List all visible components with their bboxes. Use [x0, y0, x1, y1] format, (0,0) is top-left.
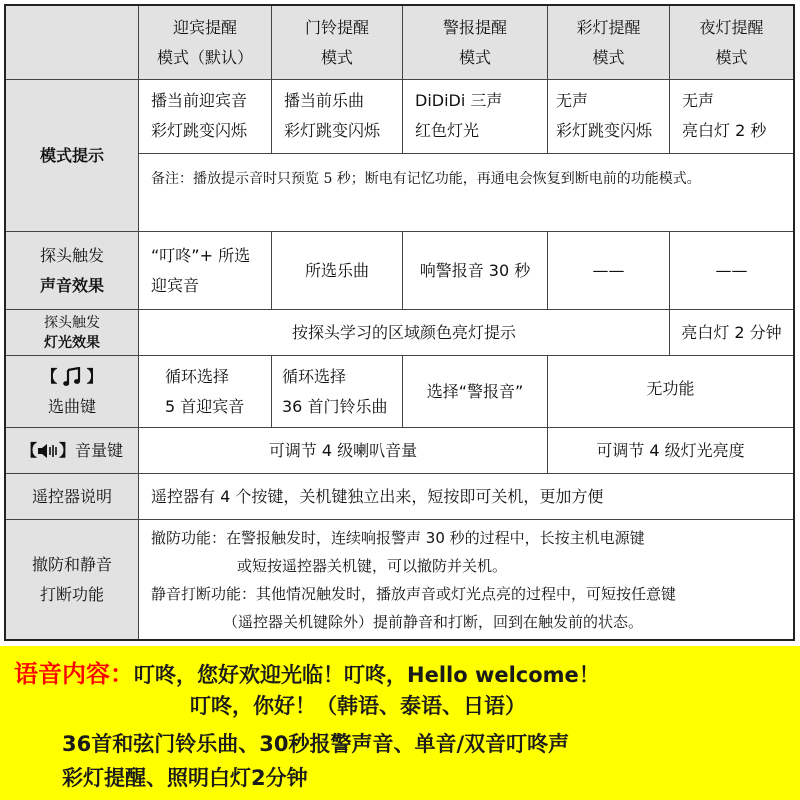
- voice-content-banner: [0, 646, 800, 800]
- header-colorlight-line2: 模式: [592, 47, 625, 67]
- light-effect-main-text: 按探头学习的区域颜色亮灯提示: [291, 322, 516, 342]
- banner-line3: 36首和弦门铃乐曲、30秒报警声音、单音/双音叮咚声: [62, 732, 570, 756]
- song-key-bracket-right: 】: [86, 366, 103, 386]
- sound-effect-label-line2: 声音效果: [39, 275, 104, 295]
- mode-tip-colorlight-line2: 彩灯跳变闪烁: [556, 121, 653, 140]
- disarm-label-line1: 撤防和静音: [31, 554, 112, 574]
- remote-label: [6, 474, 139, 520]
- banner-line2: 叮咚，你好！（韩语、泰语、日语）: [190, 694, 526, 718]
- sound-effect-label-line1: 探头触发: [39, 245, 104, 265]
- sound-effect-nightlight-text: ——: [715, 260, 748, 280]
- mode-tip-note-text: 备注：播放提示音时只预览 5 秒；断电有记忆功能，再通电会恢复到断电前的功能模式。: [151, 171, 701, 187]
- song-key-alarm: [403, 356, 548, 428]
- header-alarm-mode: [403, 6, 548, 80]
- light-effect-nightlight-text: 亮白灯 2 分钟: [681, 322, 782, 342]
- sound-effect-alarm: [403, 232, 548, 310]
- song-key-rest: [548, 356, 793, 428]
- music-note-icon: [63, 367, 81, 386]
- volume-key-sound-text: 可调节 4 级喇叭音量: [268, 440, 418, 460]
- mode-tip-nightlight-line2: 亮白灯 2 秒: [682, 121, 767, 140]
- header-colorlight-line1: 彩灯提醒: [576, 17, 641, 37]
- light-effect-label: [6, 310, 139, 356]
- remote-text-content: 遥控器有 4 个按键，关机键独立出来，短按即可关机，更加方便: [151, 486, 604, 506]
- sound-effect-colorlight-text: ——: [592, 260, 625, 280]
- sound-effect-welcome-line2: 迎宾音: [151, 275, 200, 295]
- header-alarm-line2: 模式: [458, 47, 491, 67]
- speaker-icon: [37, 441, 59, 460]
- sound-effect-welcome: [139, 232, 272, 310]
- remote-label-text: 遥控器说明: [31, 486, 112, 506]
- song-key-rest-text: 无功能: [646, 379, 695, 398]
- mode-tip-colorlight-line1: 无声: [556, 91, 589, 110]
- header-nightlight-mode: [670, 6, 793, 80]
- sound-effect-doorbell: [272, 232, 403, 310]
- mode-tip-note: [139, 154, 793, 232]
- sound-effect-label: [6, 232, 139, 310]
- header-nightlight-line2: 模式: [715, 47, 748, 67]
- song-key-welcome-line2: 5 首迎宾音: [165, 396, 245, 416]
- volume-key-sound: [139, 428, 548, 474]
- song-key-bracket-left: 【: [41, 366, 58, 386]
- volume-key-label: [6, 428, 139, 474]
- song-key-doorbell-line2: 36 首门铃乐曲: [282, 396, 388, 416]
- disarm-text: [139, 520, 793, 639]
- disarm-line2: 或短按遥控器关机键，可以撤防并关机。: [237, 556, 508, 575]
- mode-tip-label-text: 模式提示: [39, 145, 104, 165]
- light-effect-label-line1: 探头触发: [44, 314, 100, 331]
- song-key-welcome-line1: 循环选择: [165, 366, 230, 386]
- banner-line1-text: 叮咚，您好欢迎光临！叮咚，Hello welcome！: [134, 663, 600, 687]
- mode-tip-alarm-line1: DiDiDi 三声: [415, 91, 503, 110]
- header-doorbell-mode: [272, 6, 403, 80]
- disarm-line4: （遥控器关机键除外）提前静音和打断，回到在触发前的状态。: [223, 612, 644, 631]
- banner-line4: 彩灯提醒、照明白灯2分钟: [62, 766, 308, 790]
- mode-tip-nightlight-line1: 无声: [682, 91, 715, 110]
- header-colorlight-mode: [548, 6, 670, 80]
- header-doorbell-line2: 模式: [320, 47, 353, 67]
- mode-tip-label: [6, 80, 139, 232]
- sound-effect-nightlight: [670, 232, 793, 310]
- song-key-alarm-text: 选择“警报音”: [426, 381, 524, 401]
- mode-tip-alarm: [403, 80, 548, 154]
- sound-effect-welcome-line1: “叮咚”+ 所选: [151, 245, 251, 265]
- header-corner: [6, 6, 139, 80]
- header-doorbell-line1: 门铃提醒: [304, 17, 369, 37]
- volume-key-label-text: 音量键: [75, 440, 124, 460]
- banner-line1: [14, 654, 600, 689]
- volume-key-bracket-right: 】: [58, 440, 75, 460]
- light-effect-label-line2: 灯光效果: [44, 334, 100, 351]
- header-alarm-line1: 警报提醒: [442, 17, 507, 37]
- song-key-label: [6, 356, 139, 428]
- sound-effect-alarm-text: 响警报音 30 秒: [419, 260, 531, 280]
- sound-effect-doorbell-text: 所选乐曲: [304, 260, 369, 280]
- song-key-welcome: [139, 356, 272, 428]
- header-welcome-line1: 迎宾提醒: [172, 17, 237, 37]
- disarm-line1: 撤防功能：在警报触发时，连续响报警声 30 秒的过程中，长按主机电源键: [151, 528, 645, 547]
- song-key-label-text: 选曲键: [47, 396, 96, 416]
- mode-tip-doorbell-line1: 播当前乐曲: [284, 91, 365, 110]
- song-key-doorbell: [272, 356, 403, 428]
- mode-tip-welcome-line2: 彩灯跳变闪烁: [151, 121, 248, 140]
- disarm-line3: 静音打断功能：其他情况触发时，播放声音或灯光点亮的过程中，可短按任意键: [151, 584, 677, 603]
- light-effect-nightlight: [670, 310, 793, 356]
- mode-tip-doorbell: [272, 80, 403, 154]
- volume-key-bracket-left: 【: [20, 440, 37, 460]
- banner-title: 语音内容：: [14, 660, 134, 688]
- volume-key-light: [548, 428, 793, 474]
- mode-tip-colorlight: [548, 80, 670, 154]
- volume-key-label-row: [21, 436, 123, 466]
- header-nightlight-line1: 夜灯提醒: [699, 17, 764, 37]
- header-welcome-line2: 模式（默认）: [156, 47, 253, 67]
- disarm-label: [6, 520, 139, 639]
- feature-table: [4, 4, 795, 641]
- remote-text: [139, 474, 793, 520]
- mode-tip-nightlight: [670, 80, 793, 154]
- volume-key-light-text: 可调节 4 级灯光亮度: [596, 440, 745, 460]
- sound-effect-colorlight: [548, 232, 670, 310]
- song-key-icon-row: [41, 362, 102, 392]
- light-effect-main: [139, 310, 670, 356]
- mode-tip-alarm-line2: 红色灯光: [415, 121, 480, 140]
- disarm-label-line2: 打断功能: [39, 584, 104, 604]
- header-welcome-mode: [139, 6, 272, 80]
- mode-tip-doorbell-line2: 彩灯跳变闪烁: [284, 121, 381, 140]
- mode-tip-welcome-line1: 播当前迎宾音: [151, 91, 248, 110]
- song-key-doorbell-line1: 循环选择: [282, 366, 347, 386]
- mode-tip-welcome: [139, 80, 272, 154]
